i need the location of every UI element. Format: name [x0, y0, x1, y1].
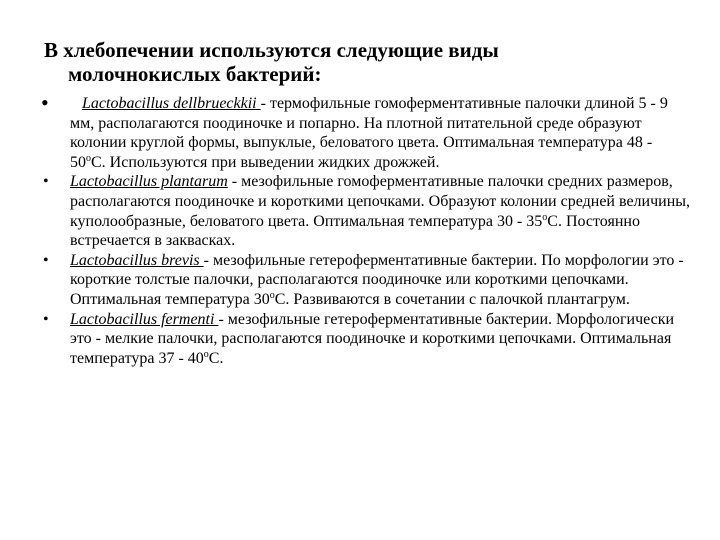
list-item	[0, 310, 690, 369]
species-name: Lactobacillus dellbrueckkii	[82, 95, 261, 112]
title-line-2: молочнокислых бактерий:	[68, 62, 322, 86]
species-name: Lactobacillus fermenti	[70, 310, 219, 328]
item-description: - мезофильные гетероферментативные бактерии. Морфологически это - мелкие палочки, располагаются поодиночке и короткими цепочками. Оптимальная температура 37 - 40	[70, 310, 675, 367]
degree-sup: о	[86, 152, 91, 164]
bullet-icon: •	[43, 251, 49, 269]
species-name: Lactobacillus brevis	[70, 251, 204, 269]
list-item	[0, 90, 690, 172]
item-tail: С. Постоянно встречается в заквасках.	[70, 212, 640, 250]
list-item	[0, 172, 690, 250]
bacteria-list	[0, 90, 720, 368]
item-description: - мезофильные гетероферментативные бактерии. По морфологии это - короткие толстые палочки, располагаются поодиночке или короткими цепочками. Оптимальная температура 30	[70, 251, 684, 308]
degree-sup: о	[203, 348, 209, 360]
bullet-icon: •	[41, 90, 49, 115]
item-description: - термофильные гомоферментативные палочки длиной 5 - 9 мм, располагаются поодиночке и попарно. На плотной питательной среде образуют колонии круглой формы, выпуклые, беловатого цвета. Оптимальная температура 48 - 50	[70, 95, 668, 171]
title-line-1: В хлебопечении используются следующие виды	[44, 38, 499, 62]
item-tail: С. Используются при выведении жидких дрожжей.	[91, 153, 440, 171]
item-tail: С.	[208, 349, 224, 367]
bullet-icon: •	[43, 310, 49, 328]
bullet-icon: •	[43, 173, 49, 191]
species-name: Lactobacillus plantarum	[70, 173, 228, 191]
list-item	[0, 251, 690, 310]
degree-sup: о	[542, 211, 548, 223]
slide-title	[44, 38, 684, 86]
degree-sup: о	[269, 289, 275, 301]
item-description: - мезофильные гомоферментативные палочки средних размеров, располагаются поодиночке и короткими цепочками. Образуют колонии средней величины, куполообразные, беловатого цвета. Оптимальная температура 30 - 35	[70, 173, 691, 230]
item-tail: С. Развиваются в сочетании с палочкой плантагрум.	[274, 290, 630, 308]
